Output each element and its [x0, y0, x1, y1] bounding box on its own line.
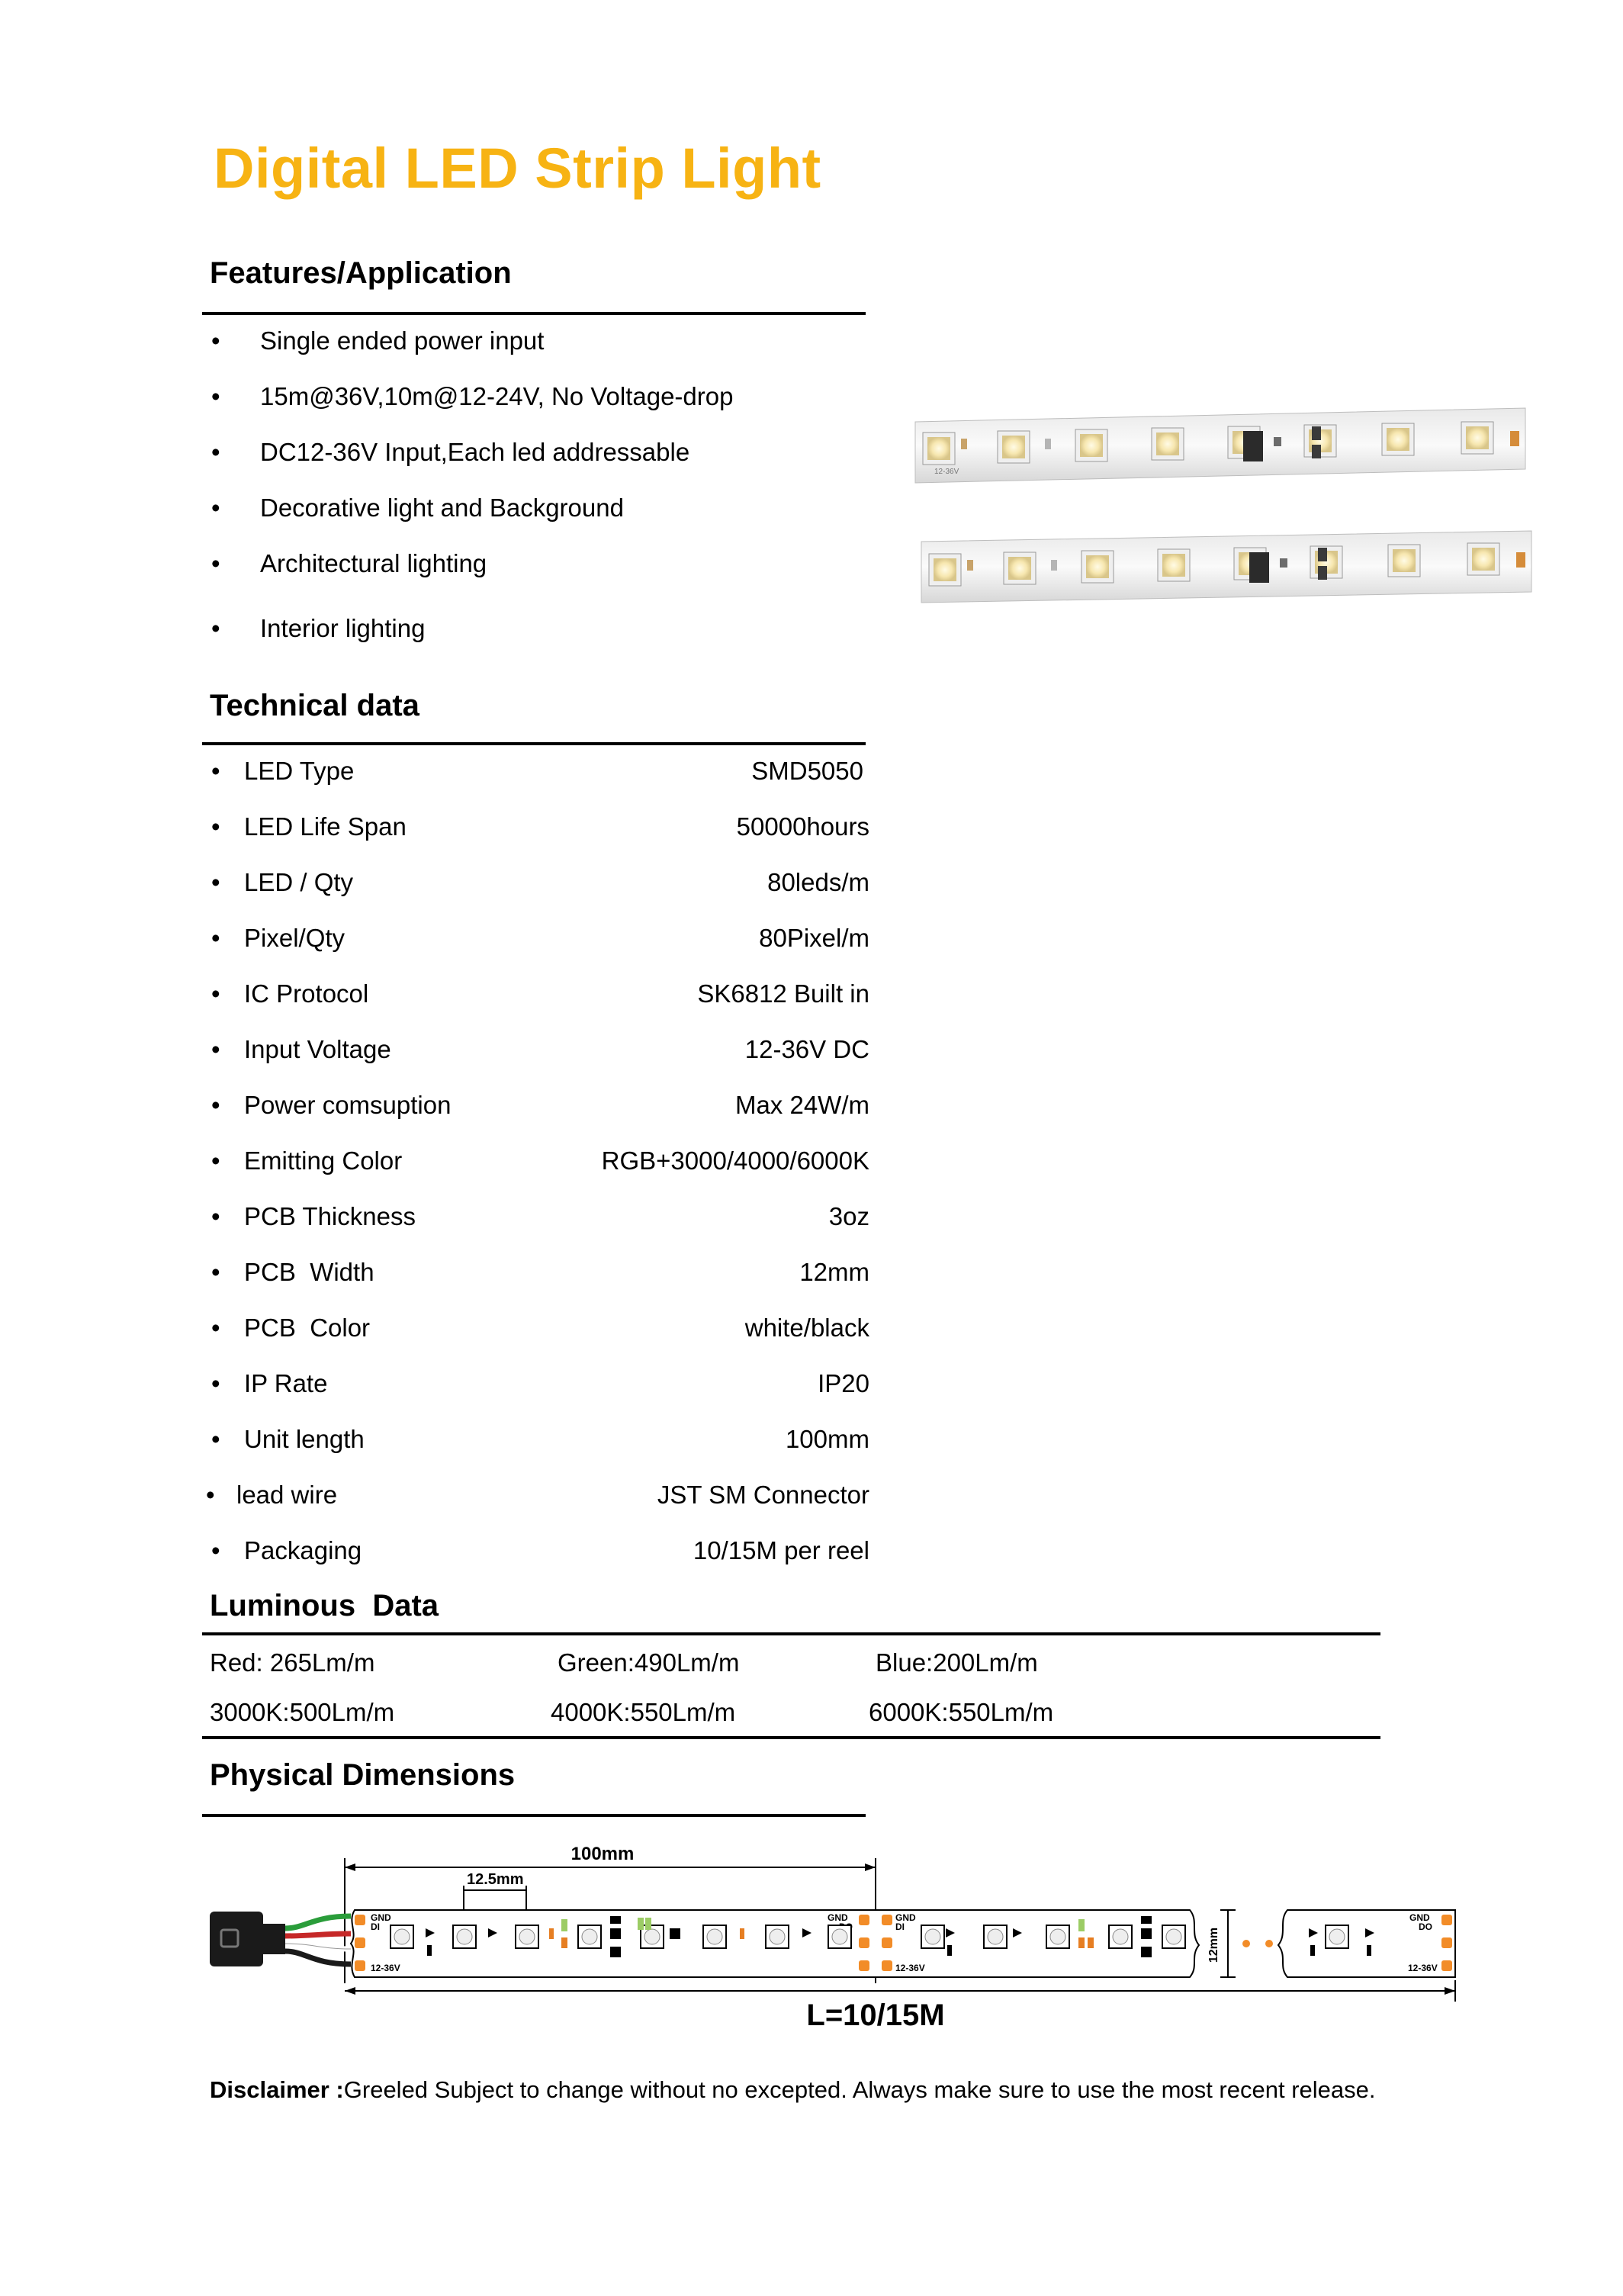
features-heading: Features/Application: [210, 256, 512, 290]
svg-text:GND: GND: [895, 1912, 916, 1923]
led-strip-photo-top: [915, 408, 1525, 488]
svg-text:GND: GND: [828, 1912, 848, 1923]
page-title: Digital LED Strip Light: [214, 137, 821, 200]
luminous-heading: Luminous Data: [210, 1589, 439, 1622]
spec-row-lead-wire: • lead wire JST SM Connector: [206, 1481, 869, 1509]
spec-row-led-qty: • LED / Qty 80leds/m: [211, 868, 869, 896]
luminous-green: Green:490Lm/m: [558, 1648, 740, 1677]
connector-icon: [210, 1912, 263, 1966]
luminous-top-divider: [202, 1632, 1380, 1635]
width-label: 12mm: [1207, 1927, 1220, 1963]
svg-text:12-36V: 12-36V: [1408, 1963, 1438, 1973]
physical-heading: Physical Dimensions: [210, 1758, 516, 1792]
spec-row-life-span: • LED Life Span 50000hours: [211, 812, 869, 841]
svg-text:12-36V: 12-36V: [895, 1963, 925, 1973]
spec-row-ic-protocol: • IC Protocol SK6812 Built in: [211, 979, 869, 1008]
technical-heading: Technical data: [210, 689, 419, 722]
spec-row-pcb-color: • PCB Color white/black: [211, 1314, 869, 1342]
disclaimer-label: Disclaimer :: [210, 2076, 344, 2103]
spec-row-pixel-qty: • Pixel/Qty 80Pixel/m: [211, 924, 869, 952]
svg-text:12-36V: 12-36V: [934, 468, 959, 476]
svg-text:DI: DI: [371, 1921, 380, 1932]
svg-text:DI: DI: [895, 1921, 905, 1932]
svg-text:12-36V: 12-36V: [371, 1963, 400, 1973]
svg-text:DO: DO: [1419, 1921, 1432, 1932]
spec-row-led-type: • LED Type SMD5050: [211, 757, 863, 785]
disclaimer-text: Greeled Subject to change without no excepted. Always make sure to use the most recent release.: [343, 2076, 1376, 2103]
led-strip-photo-bottom: [921, 531, 1531, 611]
spec-row-packaging: • Packaging 10/15M per reel: [211, 1536, 869, 1564]
disclaimer: [210, 2076, 1375, 2104]
unit-length-label: 100mm: [570, 1844, 635, 1864]
spec-row-input-voltage: • Input Voltage 12-36V DC: [211, 1035, 869, 1063]
svg-text:GND: GND: [371, 1912, 391, 1923]
pitch-label: 12.5mm: [467, 1871, 524, 1888]
spec-row-power: • Power comsuption Max 24W/m: [211, 1091, 869, 1119]
luminous-red: Red: 265Lm/m: [210, 1648, 375, 1677]
spec-row-pcb-width: • PCB Width 12mm: [211, 1258, 869, 1286]
technical-divider: [202, 742, 866, 745]
dimension-drawing: [198, 1831, 1438, 2044]
luminous-6000k: 6000K:550Lm/m: [869, 1698, 1054, 1726]
spec-row-unit-length: • Unit length 100mm: [211, 1425, 869, 1453]
features-divider: [202, 312, 866, 315]
total-length-label: L=10/15M: [806, 1999, 945, 2032]
luminous-3000k: 3000K:500Lm/m: [210, 1698, 395, 1726]
luminous-bottom-divider: [202, 1736, 1380, 1739]
spec-row-ip-rate: • IP Rate IP20: [211, 1369, 869, 1397]
spec-row-pcb-thickness: • PCB Thickness 3oz: [211, 1202, 869, 1230]
physical-divider: [202, 1814, 866, 1817]
luminous-blue: Blue:200Lm/m: [876, 1648, 1038, 1677]
svg-text:GND: GND: [1409, 1912, 1430, 1923]
luminous-4000k: 4000K:550Lm/m: [551, 1698, 736, 1726]
spec-row-emitting-color: • Emitting Color RGB+3000/4000/6000K: [211, 1146, 869, 1175]
